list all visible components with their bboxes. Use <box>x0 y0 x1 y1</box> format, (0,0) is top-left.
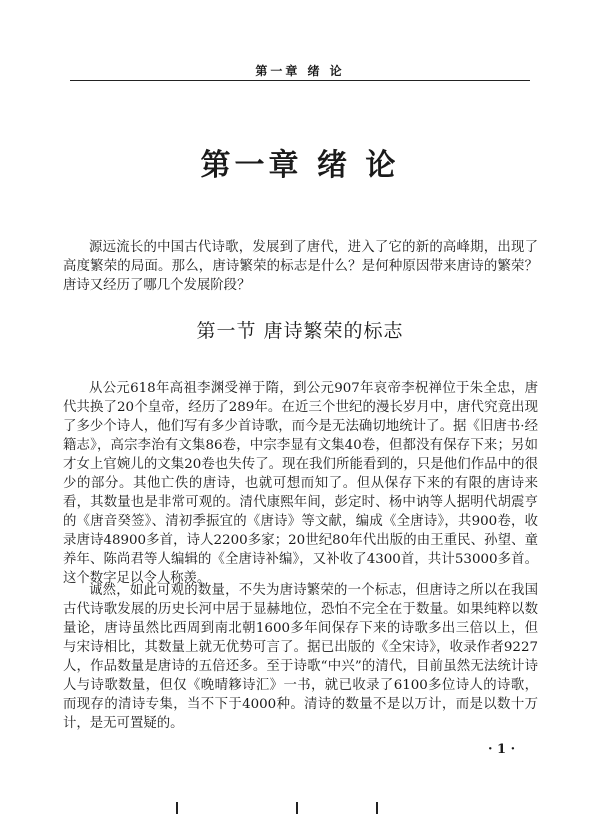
running-head: 第一章 绪 论 <box>255 64 345 78</box>
scan-artifact-mark <box>176 802 178 814</box>
section-title: 第一节 唐诗繁荣的标志 <box>196 320 404 342</box>
scan-artifact-mark <box>376 802 378 814</box>
body-paragraph-1: 从公元618年高祖李渊受禅于隋，到公元907年哀帝李柷禅位于朱全忠，唐代共换了20个皇帝，经历了289年。在近三个世纪的漫长岁月中，唐代究竟出现了多少个诗人，他们写有多少首诗歌，而今是无法确切地统计了。据《旧唐书·经籍志》，高宗李治有文集86卷，中宗李显有文集40卷，但都没有保存下来；另如才女上官婉儿的文集20卷也失传了。现在我们所能看到的，只是他们作品中的很少的部分。其他亡佚的唐诗，也就可想而知了。但从保存下来的有限的唐诗来看，其数量也是非常可观的。清代康熙年间，彭定时、杨中讷等人据明代胡震亨的《唐音癸签》、清初季振宜的《唐诗》等文献，编成《全唐诗》，共900卷，收录唐诗48900多首，诗人2200多家；20世纪80年代出版的由王重民、孙望、童养年、陈尚君等人编辑的《全唐诗补编》，又补收了4300首，共计53000多首。这个数字足以令人称羡。 <box>63 381 538 586</box>
intro-paragraph: 源远流长的中国古代诗歌，发展到了唐代，进入了它的新的高峰期，出现了高度繁荣的局面。那么，唐诗繁荣的标志是什么？是何种原因带来唐诗的繁荣？唐诗又经历了哪几个发展阶段？ <box>63 240 538 293</box>
chapter-title: 第一章 绪 论 <box>200 148 400 183</box>
scan-artifact-mark <box>296 802 298 814</box>
header-rule <box>70 80 530 81</box>
page-number: · 1 · <box>488 742 516 757</box>
body-paragraph-2: 诚然，如此可观的数量，不失为唐诗繁荣的一个标志，但唐诗之所以在我国古代诗歌发展的历史长河中居于显赫地位，恐怕不完全在于数量。如果纯粹以数量论，唐诗虽然比西周到南北朝1600多年间保存下来的诗歌多出三倍以上，但与宋诗相比，其数量上就无优势可言了。据已出版的《全宋诗》，收录作者9227人，作品数量是唐诗的五倍还多。至于诗歌“中兴”的清代，目前虽然无法统计诗人与诗歌数量，但仅《晚晴簃诗汇》一书，就已收录了6100多位诗人的诗歌，而现存的清诗专集，当不下于4000种。清诗的数量不是以万计，而是以数十万计，是无可置疑的。 <box>63 583 538 731</box>
